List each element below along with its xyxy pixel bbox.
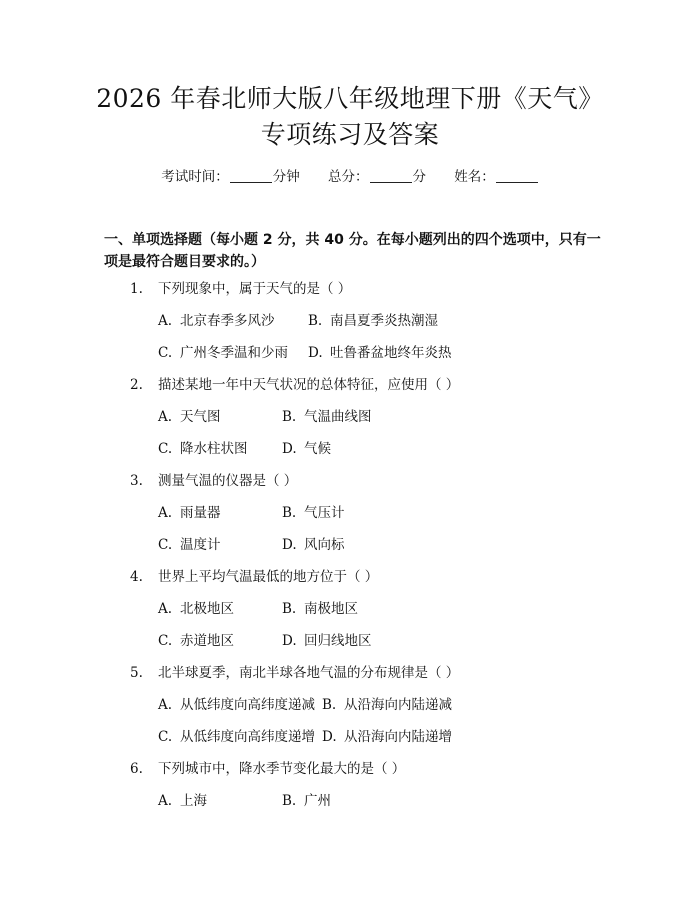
question-stem: 世界上平均气温最低的地方位于（ ） (158, 569, 379, 585)
option-1d: D. 吐鲁番盆地终年炎热 (308, 345, 452, 361)
total-score-label: 总分： (328, 169, 369, 185)
question-number: 2. (130, 377, 143, 393)
question-number: 6. (130, 761, 143, 777)
exam-info-line (0, 169, 700, 185)
document-title-line2: 专项练习及答案 (260, 120, 440, 149)
total-score-field (328, 169, 426, 185)
option-5d: D. 从沿海向内陆递增 (322, 729, 452, 745)
option-3d: D. 风向标 (282, 537, 345, 553)
option-5a: A. 从低纬度向高纬度递减 (158, 697, 315, 713)
option-4d: D. 回归线地区 (282, 633, 372, 649)
option-6a: A. 上海 (158, 793, 207, 809)
question-stem: 下列城市中，降水季节变化最大的是（ ） (158, 761, 406, 777)
student-name-label: 姓名： (454, 169, 495, 185)
question-1 (130, 283, 351, 297)
question-stem: 下列现象中，属于天气的是（ ） (158, 281, 352, 297)
question-6 (130, 763, 405, 777)
student-name-blank (496, 169, 538, 183)
question-2 (130, 379, 459, 393)
option-4b: B. 南极地区 (282, 601, 358, 617)
question-number: 1. (130, 281, 143, 297)
question-3 (130, 475, 297, 489)
exam-time-unit: 分钟 (272, 169, 300, 185)
option-4a: A. 北极地区 (158, 601, 234, 617)
question-5 (130, 667, 459, 681)
option-2c: C. 降水柱状图 (158, 441, 248, 457)
question-stem: 描述某地一年中天气状况的总体特征，应使用（ ） (158, 377, 460, 393)
section-heading: 一、单项选择题（每小题 2 分，共 40 分。在每小题列出的四个选项中，只有一项是最符合题目要求的。） (104, 232, 601, 270)
option-2d: D. 气候 (282, 441, 331, 457)
exam-time-blank (230, 169, 272, 183)
question-stem: 北半球夏季，南北半球各地气温的分布规律是（ ） (158, 665, 460, 681)
option-3b: B. 气压计 (282, 505, 345, 521)
option-2a: A. 天气图 (158, 409, 221, 425)
question-number: 4. (130, 569, 143, 585)
question-stem: 测量气温的仪器是（ ） (158, 473, 298, 489)
option-1c: C. 广州冬季温和少雨 (158, 345, 288, 361)
question-number: 3. (130, 473, 143, 489)
option-3c: C. 温度计 (158, 537, 221, 553)
question-4 (130, 571, 378, 585)
question-number: 5. (130, 665, 143, 681)
student-name-field (454, 169, 539, 185)
option-5c: C. 从低纬度向高纬度递增 (158, 729, 315, 745)
option-4c: C. 赤道地区 (158, 633, 234, 649)
total-score-unit: 分 (412, 169, 426, 185)
total-score-blank (370, 169, 412, 183)
document-title-line1: 2026 年春北师大版八年级地理下册《天气》 (96, 84, 604, 113)
option-2b: B. 气温曲线图 (282, 409, 372, 425)
option-6b: B. 广州 (282, 793, 331, 809)
option-5b: B. 从沿海向内陆递减 (322, 697, 452, 713)
exam-time-label: 考试时间： (161, 169, 229, 185)
exam-time-field (161, 169, 300, 185)
option-1b: B. 南昌夏季炎热潮湿 (308, 313, 438, 329)
option-3a: A. 雨量器 (158, 505, 221, 521)
option-1a: A. 北京春季多风沙 (158, 313, 275, 329)
